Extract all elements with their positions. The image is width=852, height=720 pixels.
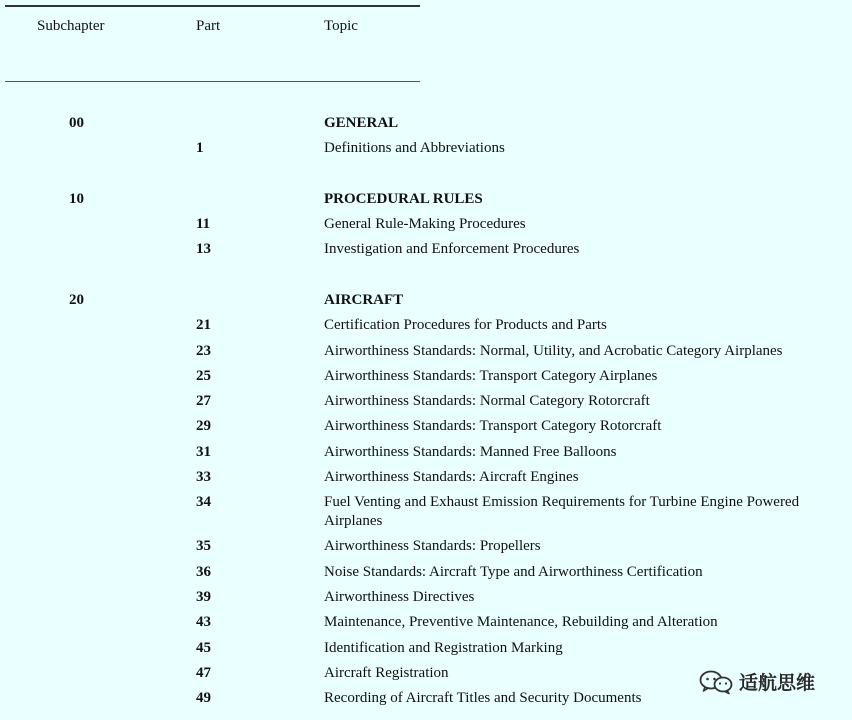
part-number: 39 — [196, 589, 211, 605]
watermark — [699, 668, 815, 695]
part-number: 1 — [196, 140, 204, 156]
table-header-rule — [5, 81, 420, 82]
part-number: 49 — [196, 690, 211, 706]
part-number: 43 — [196, 614, 211, 630]
part-topic: Identification and Registration Marking — [324, 640, 563, 656]
part-topic: Certification Procedures for Products and Parts — [324, 317, 607, 333]
part-topic: Definitions and Abbreviations — [324, 140, 505, 156]
part-number: 45 — [196, 640, 211, 656]
header-part: Part — [196, 18, 221, 34]
part-number: 29 — [196, 418, 211, 434]
part-topic: Airworthiness Standards: Transport Category Rotorcraft — [324, 418, 662, 434]
header-subchapter: Subchapter — [37, 18, 105, 34]
part-topic: Aircraft Registration — [324, 665, 449, 681]
part-topic: Airworthiness Standards: Normal, Utility, and Acrobatic Category Airplanes — [324, 343, 783, 359]
subchapter-title: PROCEDURAL RULES — [324, 191, 483, 207]
part-number: 34 — [196, 494, 211, 510]
part-topic: Airworthiness Standards: Normal Category Rotorcraft — [324, 393, 650, 409]
part-number: 21 — [196, 317, 211, 333]
part-topic: Fuel Venting and Exhaust Emission Requirements for Turbine Engine Powered Airplanes — [324, 494, 800, 529]
subchapter-title: AIRCRAFT — [324, 292, 404, 308]
part-number: 31 — [196, 444, 211, 460]
part-topic: Airworthiness Directives — [324, 589, 475, 605]
part-topic: Maintenance, Preventive Maintenance, Rebuilding and Alteration — [324, 614, 718, 630]
part-topic: Airworthiness Standards: Manned Free Balloons — [324, 444, 617, 460]
part-topic: Noise Standards: Aircraft Type and Airworthiness Certification — [324, 564, 703, 580]
part-number: 35 — [196, 538, 211, 554]
part-topic: Airworthiness Standards: Propellers — [324, 538, 541, 554]
part-number: 25 — [196, 368, 211, 384]
part-number: 33 — [196, 469, 211, 485]
subchapter-title: GENERAL — [324, 115, 399, 131]
part-number: 13 — [196, 241, 211, 257]
part-number: 47 — [196, 665, 211, 681]
part-topic: Airworthiness Standards: Aircraft Engines — [324, 469, 579, 485]
subchapter-number: 00 — [69, 115, 84, 131]
part-number: 27 — [196, 393, 211, 409]
subchapter-number: 10 — [69, 191, 84, 207]
watermark-text: 适航思维 — [739, 672, 816, 694]
part-number: 23 — [196, 343, 211, 359]
part-topic: Investigation and Enforcement Procedures — [324, 241, 580, 257]
table-top-rule — [5, 5, 420, 7]
header-topic: Topic — [324, 18, 358, 34]
part-topic: Airworthiness Standards: Transport Category Airplanes — [324, 368, 658, 384]
part-topic: Recording of Aircraft Titles and Security Documents — [324, 690, 642, 706]
wechat-icon — [699, 669, 733, 695]
part-number: 36 — [196, 564, 211, 580]
part-topic: General Rule-Making Procedures — [324, 216, 526, 232]
part-number: 11 — [196, 216, 211, 232]
subchapter-number: 20 — [69, 292, 84, 308]
